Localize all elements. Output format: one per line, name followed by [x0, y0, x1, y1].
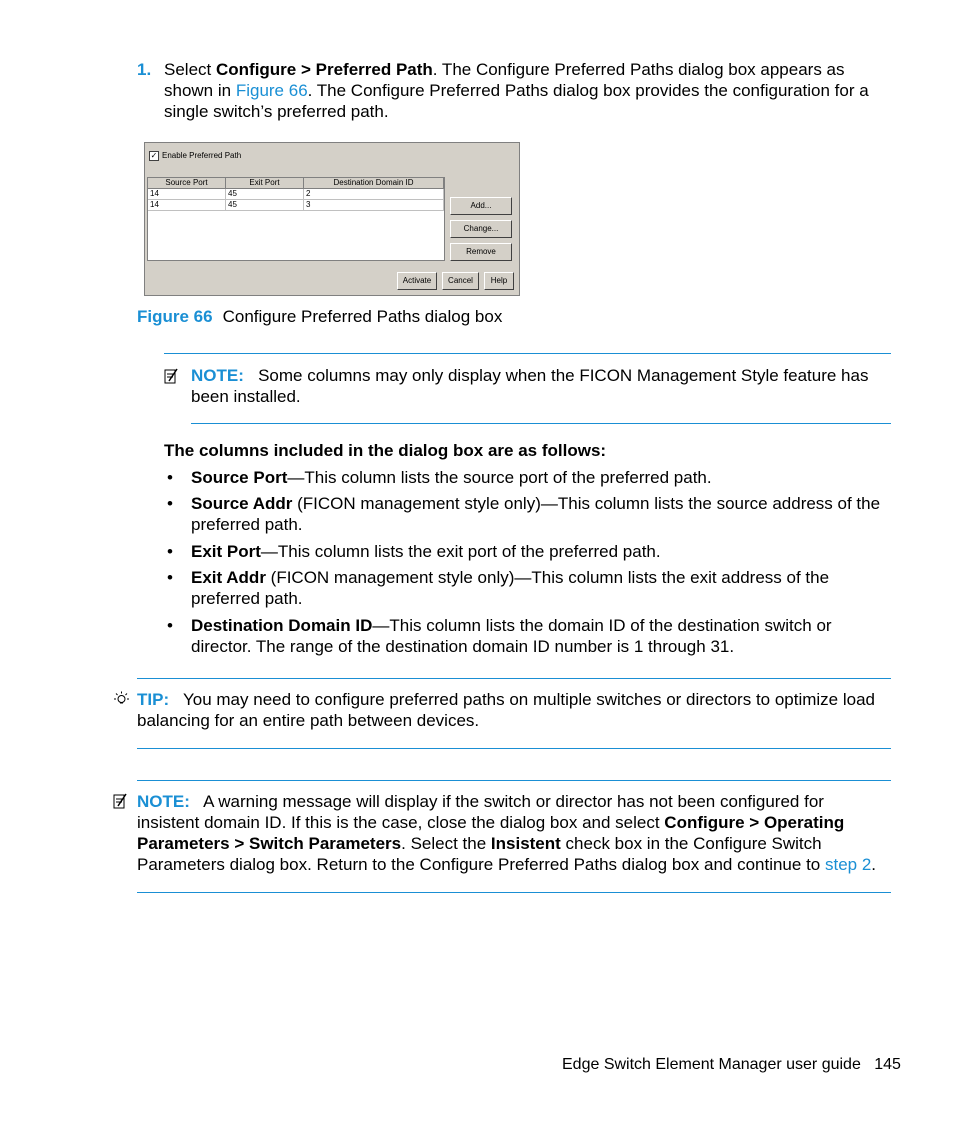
table-header — [148, 178, 444, 189]
bullet: • — [167, 616, 173, 635]
bullet: • — [167, 568, 173, 587]
note-text: . — [871, 855, 877, 874]
list-item — [191, 541, 891, 562]
note-label: NOTE: — [137, 792, 190, 811]
step-number: 1. — [137, 60, 152, 79]
step-pre: Select — [164, 60, 216, 79]
list-item — [191, 467, 891, 488]
insistent-term: Insistent — [490, 834, 561, 853]
footer-title: Edge Switch Element Manager user guide — [562, 1056, 861, 1073]
list-item — [191, 615, 891, 657]
cell: 2 — [304, 189, 444, 199]
divider — [191, 423, 891, 424]
change-button[interactable]: Change... — [450, 220, 512, 238]
bullet: • — [167, 494, 173, 513]
lightbulb-icon — [113, 691, 130, 708]
divider — [137, 748, 891, 749]
term: Exit Port — [191, 542, 261, 561]
divider — [137, 678, 891, 679]
term-desc: —This column lists the exit port of the preferred path. — [260, 542, 661, 561]
page-number: 145 — [874, 1056, 901, 1073]
column-header[interactable]: Source Port — [148, 178, 226, 189]
term: Source Port — [191, 468, 288, 487]
term: Exit Addr — [191, 568, 266, 587]
remove-button[interactable]: Remove — [450, 243, 512, 261]
note-text: A warning message will display if the switch or director has not been configured for insistent domain ID. If this is the case, close the dialog box and select — [137, 792, 824, 832]
page-footer — [562, 1054, 901, 1075]
table-row[interactable] — [148, 200, 444, 211]
cell: 14 — [148, 189, 226, 199]
note-text: . Select the — [401, 834, 491, 853]
term-desc: —This column lists the source address of the preferred path. — [191, 494, 881, 534]
note-text: Some columns may only display when the FICON Management Style feature has been installed. — [191, 366, 869, 406]
term-desc: —This column lists the source port of the preferred path. — [287, 468, 712, 487]
activate-button[interactable]: Activate — [397, 272, 437, 290]
term: Source Addr — [191, 494, 293, 513]
preferred-paths-dialog — [144, 142, 520, 296]
term-extra: (FICON management style only) — [265, 568, 515, 587]
note-icon — [113, 793, 127, 809]
columns-intro: The columns included in the dialog box are as follows: — [164, 441, 607, 460]
enable-preferred-path-checkbox[interactable] — [149, 151, 241, 161]
paths-table — [147, 177, 445, 261]
bullet: • — [167, 468, 173, 487]
cancel-button[interactable]: Cancel — [442, 272, 479, 290]
table-row[interactable] — [148, 189, 444, 200]
note-icon — [164, 368, 178, 384]
term: Destination Domain ID — [191, 616, 373, 635]
figure-label: Figure 66 — [137, 307, 213, 326]
divider — [137, 780, 891, 781]
checkbox-label: Enable Preferred Path — [162, 151, 242, 160]
note-block — [137, 791, 891, 875]
add-button[interactable]: Add... — [450, 197, 512, 215]
tip-block — [137, 689, 891, 731]
tip-label: TIP: — [137, 690, 170, 709]
bullet: • — [167, 542, 173, 561]
step-mid: . The Configure Preferred Paths dialog box appears as shown in — [164, 60, 845, 100]
step-text — [164, 59, 892, 122]
term-extra: (FICON management style only) — [292, 494, 541, 513]
step-post: . The Configure Preferred Paths dialog box provides the configuration for a single switch’s preferred path. — [164, 81, 869, 121]
cell: 45 — [226, 189, 304, 199]
list-item — [191, 493, 891, 535]
note-block — [191, 365, 891, 407]
divider — [164, 353, 891, 354]
note-label: NOTE: — [191, 366, 244, 385]
column-header[interactable]: Destination Domain ID — [304, 178, 444, 189]
figure-link[interactable]: Figure 66 — [235, 81, 308, 100]
step-link[interactable]: step 2 — [824, 855, 872, 874]
list-item — [191, 567, 891, 609]
cell: 3 — [304, 200, 444, 210]
figure-title: Configure Preferred Paths dialog box — [222, 307, 503, 326]
menu-path: Configure > Operating Parameters > Switch Parameters — [137, 813, 845, 853]
menu-path: Configure > Preferred Path — [215, 60, 433, 79]
divider — [137, 892, 891, 893]
help-button[interactable]: Help — [484, 272, 514, 290]
cell: 45 — [226, 200, 304, 210]
column-header[interactable]: Exit Port — [226, 178, 304, 189]
checkbox-check[interactable]: ✓ — [150, 151, 158, 160]
term-desc: —This column lists the domain ID of the destination switch or director. The range of the destination domain ID number is 1 through 31. — [191, 616, 832, 656]
tip-text: You may need to configure preferred paths on multiple switches or directors to optimize load balancing for an entire path between devices. — [137, 690, 876, 730]
note-text: check box in the Configure Switch Parameters dialog box. Return to the Configure Preferred Paths dialog box and continue to — [137, 834, 825, 874]
cell: 14 — [148, 200, 226, 210]
figure-caption — [137, 306, 502, 327]
term-desc: —This column lists the exit address of the preferred path. — [191, 568, 830, 608]
